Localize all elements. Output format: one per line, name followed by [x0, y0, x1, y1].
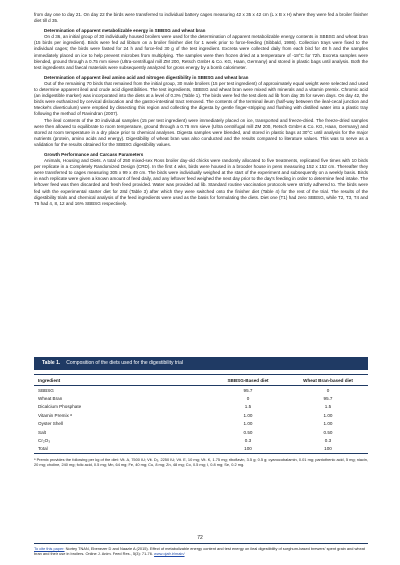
table-cell: 0.3	[244, 437, 252, 443]
table-label: Table 1.	[42, 360, 61, 366]
diet-composition-table	[34, 357, 368, 467]
table-cell: Wheat Bran	[38, 396, 63, 402]
section-heading-ame: Determination of apparent metabolizable energy in SBBSG and wheat bran	[44, 28, 206, 34]
section-paragraph-ame: On d 36, an initial group of 30 individually housed broilers were used for the determination of apparent metabolizable energy contents in SBBSG and wheat bran (15 birds per ingredient). Birds were fed ad libitum on a broiler finisher diet for 1 week prior to force-feeding (Sibbald, 1986). Collection trays were fixed to the individual cages; the birds were fasted for 24 h and force-fed 30 g of the test ingredient. Excreta were collected daily from each bird for 48 h and the samples immediately placed on ice to help prevent microbes from multiplying. The samples were then frozen dried at a temperature of -18°C for 72h. Excreta samples were blended, ground through a 0.75 mm sieve (Ultra-centrifugal mill ZM 200, Retsch GmbH & Co. KG, Haan, Germany) and stored in plastic bags until analysis. Both the test ingredients and faecal materials were subsequently analyzed for gross energy by a bomb calorimeter.	[34, 34, 368, 70]
table-cell: 0	[246, 396, 250, 402]
table-cell: Total	[34, 445, 208, 454]
table-cell: 1.00	[243, 421, 253, 427]
section-paragraph-growth: Animals, Housing and Diets. A total of 250 mixed-sex Ross broiler day-old chicks were randomly allocated to five treatments, replicated five times with 10 birds per replicate in a Completely Randomized Design (CRD). In the first 4 wks, birds were housed in a brooder house in pens measuring 152 x 152 cm. Thereafter they were transferred to cages measuring 305 x 99 x 49 cm. The birds were individually weighed at the start of the experiment and subsequently on a weekly basis. Birds in each replicate were given a known amount of feed daily, and any leftover feed weighed the next day prior to the day's feeding in order to determine feed intake. The leftover feed was then discarded and fresh feed provided. Water was provided ad lib. Standard routine vaccination protocols were strictly adhered to. The birds were fed with the experimental starter diet for 28d (Table 3) after which they were switched onto the finisher diet (Table 4) for the rest of the trial. The results of the digestibility trials and chemical analysis of the feed ingredients were used as the basis for formulating the diets. Diet one (T1) had zero SBBSG, while T2, T3, T4 and T5 had 4, 8, 12 and 16% SBBSG respectively.	[34, 158, 368, 206]
table-row	[34, 403, 368, 411]
table-grid	[34, 374, 368, 454]
table-cell: 1.00	[323, 421, 333, 427]
section-paragraph-ileal-1: Out of the remaining 70 birds that remained from the initial group, 30 male broilers (15 per test ingredient) of approximately equal weight were selected and used to determine apparent ileal and crude acid digestibilities. The test ingredients, SBBSG and wheat bran were mixed with minerals and a vitamin premix. Chromic acid (an indigestible marker) was incorporated into the diets at a level of 0.3% (Table 1). The birds were fed the test diets ad lib from day 35 for seven days. On day 42, the birds were euthanized by cervical dislocation and the gastro-intestinal tract removed. The contents of the terminal ileum (half-way between the ileal-cecal junction and Meckel's diverticulum) were emptied by dissecting this region and collecting the digesta by gentle finger-stripping and flushing with distilled water into a plastic tray following the method of Ravindran (2007).	[34, 80, 368, 117]
header-ingredient: Ingredient	[34, 375, 208, 386]
table-row	[34, 445, 368, 454]
table-cell: 1.00	[323, 412, 333, 418]
table-cell: 0.50	[323, 429, 333, 435]
table-cell: 1.5	[324, 404, 332, 410]
section-heading-growth: Growth Performance and Carcass Parameters	[44, 151, 144, 157]
journal-link[interactable]: www.ojafr.ir/main/	[154, 551, 185, 556]
table-row	[34, 428, 368, 436]
table-cell: 100	[288, 445, 368, 454]
table-row	[34, 420, 368, 428]
table-cell: 95.7	[243, 387, 253, 393]
table-caption	[34, 357, 368, 370]
table-cell: Vitamin Premix ᵃ	[38, 412, 72, 418]
table-cell: Dicalcium Phosphate	[38, 404, 82, 410]
table-cell: 0.3	[324, 437, 332, 443]
section-heading-ileal: Determination of apparent ileal amino acid and nitrogen digestibility in SBBSG and wheat bran	[44, 74, 249, 80]
table-cell: 100	[208, 445, 288, 454]
table-cell: 95.7	[323, 396, 333, 402]
page-number: 72	[197, 535, 203, 541]
header-wheat-bran: Wheat Bran-based diet	[288, 375, 368, 386]
citation-footer	[34, 543, 368, 556]
body-text	[34, 12, 368, 207]
table-cell: SBBSG	[38, 387, 54, 393]
header-sbbsg: SBBSG-Based diet	[208, 375, 288, 386]
table-footnote: ᵃ Premix provides the following per kg of the diet: Vit. A, 7500 IU; Vit. D₃, 2250 IU; Vit. E, 10 mg; Vit. K, 1.75 mg; riboflavin, 3.5 g; 0.5 g; cyanocobalamin, 0.01 mg; pantothenic acid, 5 mg; niacin, 20 mg; choline, 240 mg; folic acid, 0.5 mg; Mn, 64 mg; Fe, 40 mg; Cu, 8 mg; Zn, 48 mg; Co, 0.5 mg; I, 0.8 mg; Se, 0.2 mg.	[34, 457, 368, 468]
citation-text: Nortey TNAN, Ebenezer D and Naazie A (2015). Effect of metabolizable energy content and test energy on ileal digestibility of sorghum-based brewers' spent grain and wheat bran and their use in broilers. Online J. Anim. Feed Res., 5(3): 71-76.	[34, 546, 365, 556]
table-cell: 1.00	[243, 412, 253, 418]
citation-label: To cite this paper:	[34, 546, 65, 551]
table-cell: 0.50	[243, 429, 253, 435]
table-header-row	[34, 375, 368, 386]
table-row	[34, 411, 368, 419]
intro-paragraph: from day one to day 21. On day 22 the birds were transferred to individual battery cages measuring 42 x 35 x 42 cm (L x B x H) where they were fed a broiler finisher diet till d 35.	[34, 12, 368, 24]
table-cell: Oyster Shell	[38, 421, 64, 427]
table-title: Composition of the diets used for the digestibility trial	[66, 360, 183, 366]
section-paragraph-ileal-2: The ileal contents of the 30 individual samples (15 per test ingredient) were immediately placed on ice, transported and freeze-dried. The freeze-dried samples were then allowed to equilibrate to room temperature, ground through a 0.75 mm sieve (Ultra centrifugal mill ZM 200, Retsch GmbH & Co. KG, Haan, Germany) and stored at room temperature in a dry place prior to chemical analyses. Digesta samples were blended, and stored in plastic bags at 30°C until analysis for the major nutrients (protein, amino acids and energy). Digestibility of wheat bran was also conducted and the results compared to literature values. This was to serve as a validation for the results obtained for the SBBSG digestibility values.	[34, 117, 368, 147]
table-cell: 0	[326, 387, 330, 393]
table-cell: Salt	[38, 429, 46, 435]
table-row	[34, 386, 368, 395]
table-row	[34, 436, 368, 444]
table-cell: 1.5	[244, 404, 252, 410]
table-cell: Cr₂O₃	[38, 437, 51, 443]
table-row	[34, 394, 368, 402]
